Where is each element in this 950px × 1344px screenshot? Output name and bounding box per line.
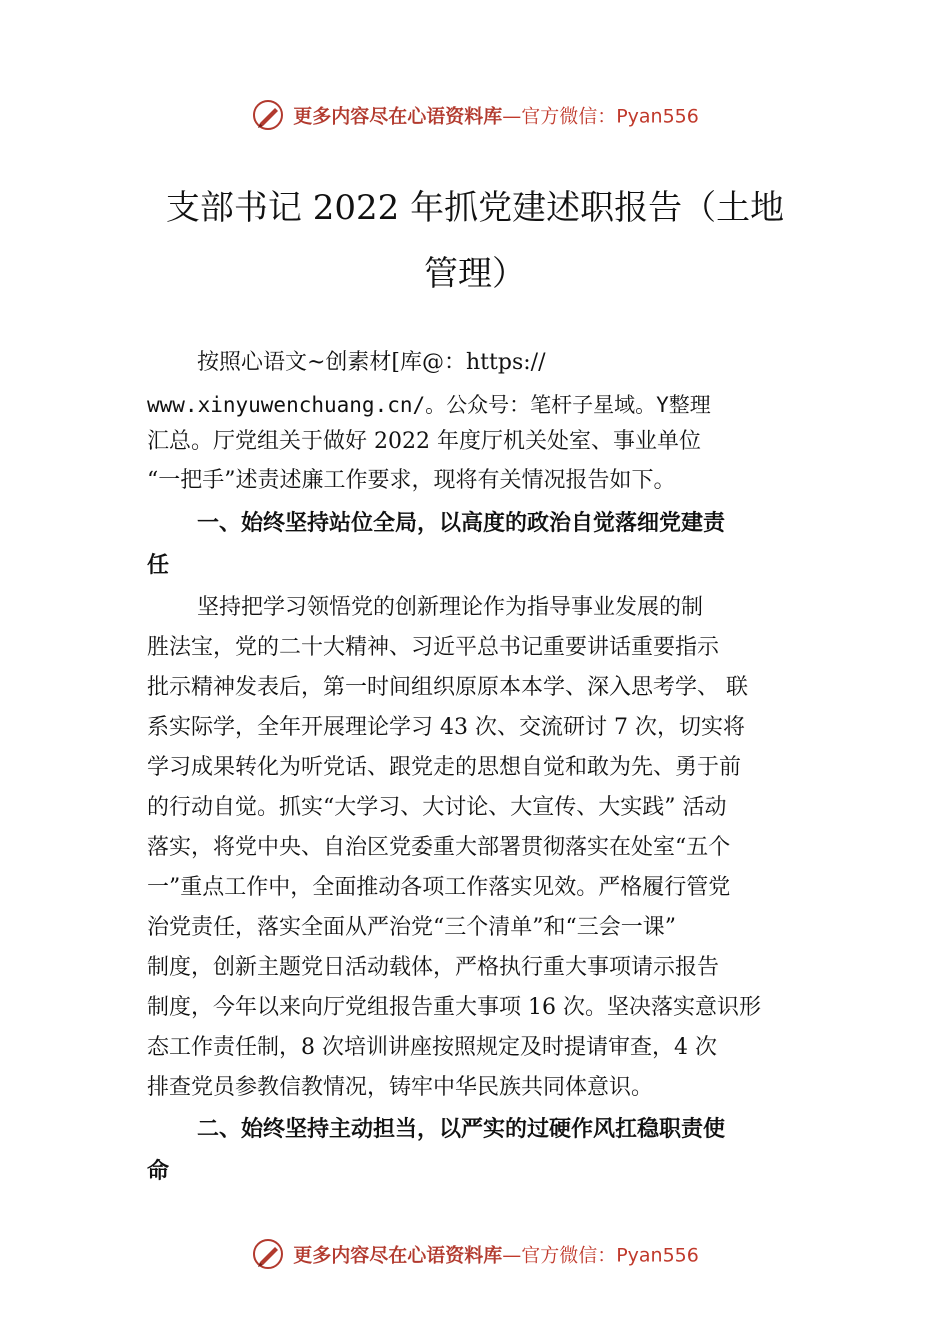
banner-brand: 更多内容尽在心语资料库 <box>293 105 503 128</box>
banner-contact: —官方微信：Pyan556 <box>502 105 699 128</box>
bottom-banner <box>0 1237 950 1271</box>
section-1-heading-line-1: 一、始终坚持站位全局，以高度的政治自觉落细党建责 <box>197 511 726 536</box>
section-1-body-line: 治党责任，落实全面从严治党“三个清单”和“三会一课” <box>147 915 676 940</box>
pen-logo-icon <box>251 98 285 132</box>
section-1-body-line: 坚持把学习领悟党的创新理论作为指导事业发展的制 <box>197 595 704 620</box>
section-1-body-line: 制度，今年以来向厅党组报告重大事项 16 次。坚决落实意识形 <box>147 995 761 1020</box>
section-1-body-line: 态工作责任制，8 次培训讲座按照规定及时提请审查，4 次 <box>147 1035 717 1060</box>
intro-line-1: 按照心语文~创素材[库@：https:// <box>197 350 546 375</box>
section-1-body-line: 制度，创新主题党日活动载体，严格执行重大事项请示报告 <box>147 955 720 980</box>
section-1-body-line: 学习成果转化为听党话、跟党走的思想自觉和敢为先、勇于前 <box>147 755 742 780</box>
page-title-line-1: 支部书记 2022 年抓党建述职报告（土地 <box>165 188 785 228</box>
section-1-body-line: 排查党员参教信教情况，铸牢中华民族共同体意识。 <box>147 1075 654 1100</box>
section-2-heading-line-1: 二、始终坚持主动担当，以严实的过硬作风扛稳职责使 <box>197 1117 726 1142</box>
top-banner <box>0 98 950 132</box>
page-title-line-2: 管理） <box>424 254 526 294</box>
banner-brand: 更多内容尽在心语资料库 <box>293 1244 503 1267</box>
intro-line-2: www.xinyuwenchuang.cn/。公众号：笔杆子星域。Y整理 <box>147 393 711 417</box>
pen-logo-icon <box>251 1237 285 1271</box>
section-1-body-line: 系实际学，全年开展理论学习 43 次、交流研讨 7 次，切实将 <box>147 715 745 740</box>
banner-contact: —官方微信：Pyan556 <box>502 1244 699 1267</box>
section-1-body-line: 落实，将党中央、自治区党委重大部署贯彻落实在处室“五个 <box>147 835 731 860</box>
intro-line-4: “一把手”述责述廉工作要求，现将有关情况报告如下。 <box>147 468 676 493</box>
section-1-body-line: 胜法宝，党的二十大精神、习近平总书记重要讲话重要指示 <box>147 635 720 660</box>
section-1-body-line: 的行动自觉。抓实“大学习、大讨论、大宣传、大实践” 活动 <box>147 795 727 820</box>
section-1-body-line: 一”重点工作中，全面推动各项工作落实见效。严格履行管党 <box>147 875 731 900</box>
intro-line-3: 汇总。厅党组关于做好 2022 年度厅机关处室、事业单位 <box>147 429 701 454</box>
section-1-heading-line-2: 任 <box>147 553 170 578</box>
section-1-body-line: 批示精神发表后，第一时间组织原原本本学、深入思考学、 联 <box>147 675 748 700</box>
section-2-heading-line-2: 命 <box>147 1159 170 1184</box>
